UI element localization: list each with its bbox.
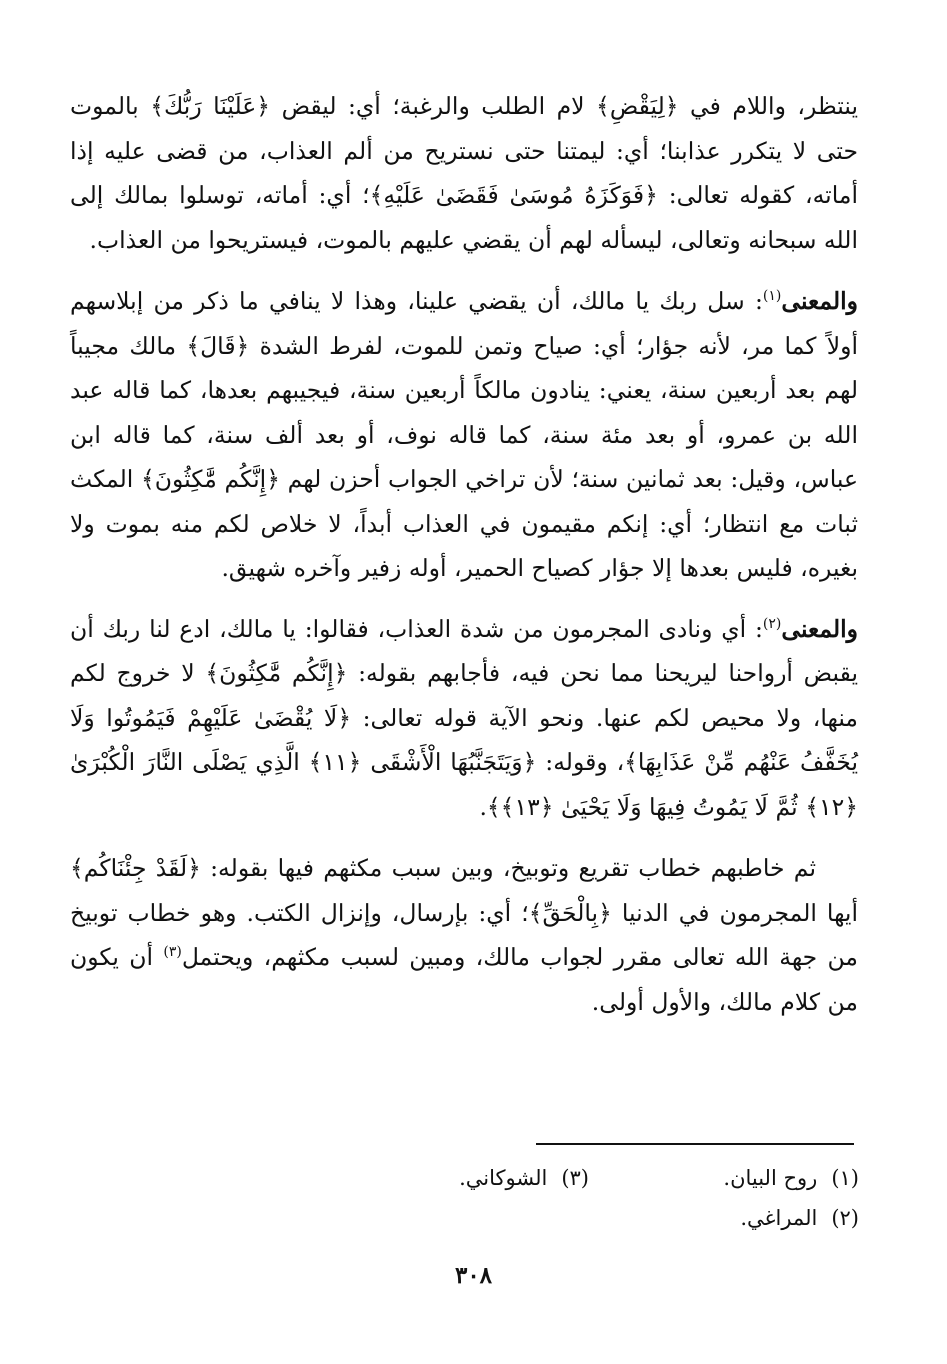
paragraph-4-text: ثم خاطبهم خطاب تقريع وتوبيخ، وبين سبب مكثهم فيها بقوله: ﴿لَقَدْ جِئْنَاكُم﴾ أيها المجرمون في الدنيا ﴿بِالْحَقِّ﴾؛ أي: بإرسال، وإنزال الكتب. وهو خطاب توبيخ من جهة الله تعالى مقرر لجواب مالك، ومبين لسبب مكثهم، ويحتمل xyxy=(70,854,858,971)
paragraph-4 xyxy=(70,846,858,1024)
footnote-2-text: المراغي. xyxy=(740,1206,818,1230)
footnote-separator xyxy=(536,1143,854,1145)
paragraph-1 xyxy=(70,84,858,262)
paragraph-4-tail: أن يكون من كلام مالك، والأول أولى. xyxy=(70,943,858,1016)
paragraph-3-text: : أي ونادى المجرمون من شدة العذاب، فقالوا: يا مالك، ادع لنا ربك أن يقبض أرواحنا ليريحنا مما نحن فيه، فأجابهم بقوله: ﴿إِنَّكُم مَّٰكِثُونَ﴾ لا خروج لكم منها، ولا محيص لكم عنها. ونحو الآية قوله تعالى: ﴿لَا يُقْضَىٰ عَلَيْهِمْ فَيَمُوتُوا وَلَا يُخَفَّفُ عَنْهُم مِّنْ عَذَابِهَا﴾، وقوله: ﴿وَيَتَجَنَّبُهَا الْأَشْقَى ﴿١١﴾ الَّذِي يَصْلَى النَّارَ الْكُبْرَىٰ ﴿١٢﴾ ثُمَّ لَا يَمُوتُ فِيهَا وَلَا يَحْيَىٰ ﴿١٣﴾﴾. xyxy=(70,614,858,821)
footnote-ref-1: (١) xyxy=(762,288,782,305)
footnote-3-text: الشوكاني. xyxy=(459,1166,548,1190)
footnote-row xyxy=(299,1198,859,1238)
page-number: ٣٠٨ xyxy=(454,1262,493,1289)
paragraph-1-text: ينتظر، واللام في ﴿لِيَقْضِ﴾ لام الطلب والرغبة؛ أي: ليقض ﴿عَلَيْنَا رَبُّكَ﴾ بالموت حتى لا يتكرر عذابنا؛ أي: ليمتنا حتى نستريح من ألم العذاب، من قضى عليه إذا أماته، كقوله تعالى: ﴿فَوَكَزَهُ مُوسَىٰ فَقَضَىٰ عَلَيْهِ﴾؛ أي: أماته، توسلوا بمالك إلى الله سبحانه وتعالى، ليسأله لهم أن يقضي عليهم بالموت، فيستريحوا من العذاب. xyxy=(70,92,858,254)
footnotes xyxy=(299,1158,859,1238)
paragraph-2-heading: والمعنى xyxy=(781,287,858,315)
footnote-2-number: (٢) xyxy=(831,1206,859,1230)
footnote-2 xyxy=(589,1198,859,1238)
paragraph-3 xyxy=(70,607,858,830)
footnote-3 xyxy=(319,1158,589,1198)
footnote-3-number: (٣) xyxy=(561,1166,589,1190)
page-body xyxy=(70,84,858,1024)
paragraph-2 xyxy=(70,279,858,591)
footnote-1-text: روح البيان. xyxy=(723,1166,818,1190)
footnote-ref-3: (٣) xyxy=(163,944,182,961)
paragraph-3-heading: والمعنى xyxy=(781,614,858,643)
paragraph-2-text: : سل ربك يا مالك، أن يقضي علينا، وهذا لا ينافي ما ذكر من إبلاسهم أولاً كما مر، لأنه جؤار؛ أي: صياح وتمن للموت، لفرط الشدة ﴿قَالَ﴾ مالك مجيباً لهم بعد أربعين سنة، يعني: ينادون مالكاً أربعين سنة، فيجيبهم بعدها، كما قاله عبد الله بن عمرو، أو بعد مئة سنة، كما قاله نوف، أو بعد ألف سنة، كما قاله ابن عباس، وقيل: بعد ثمانين سنة؛ لأن تراخي الجواب أحزن لهم ﴿إِنَّكُم مَّٰكِثُونَ﴾ المكث ثبات مع انتظار؛ أي: إنكم مقيمون في العذاب أبداً، لا خلاص لكم منه بموت ولا بغيره، فليس بعدها إلا جؤار كصياح الحمير، أوله زفير وآخره شهيق. xyxy=(70,287,858,582)
footnote-ref-2: (٢) xyxy=(762,615,782,632)
footnote-row xyxy=(299,1158,859,1198)
footnote-1 xyxy=(589,1158,859,1198)
footnote-1-number: (١) xyxy=(831,1166,859,1190)
